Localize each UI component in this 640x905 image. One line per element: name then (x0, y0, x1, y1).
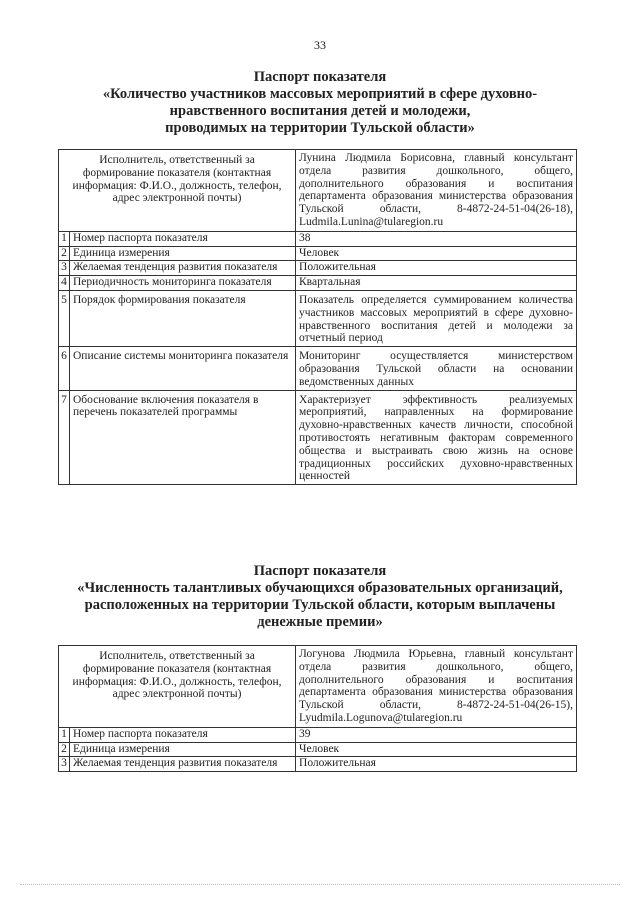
passport2-heading: Паспорт показателя (253, 563, 387, 579)
table-row (59, 390, 577, 485)
row-number: 2 (59, 246, 70, 261)
executor-row (59, 150, 577, 232)
passport1-title-line: нравственного воспитания детей и молодежи, (169, 103, 471, 119)
executor-label: Исполнитель, ответственный за формирование показателя (контактная информация: Ф.И.О., должность, телефон, адрес электронной почты) (59, 646, 296, 728)
row-label: Желаемая тенденция развития показателя (70, 757, 296, 772)
row-value: 38 (296, 231, 577, 246)
table-row (59, 276, 577, 291)
row-value: Человек (296, 742, 577, 757)
row-number: 3 (59, 757, 70, 772)
table-row (59, 246, 577, 261)
row-number: 7 (59, 390, 70, 485)
table-row (59, 231, 577, 246)
row-number: 1 (59, 231, 70, 246)
row-value: Положительная (296, 757, 577, 772)
passport1-table (58, 149, 577, 485)
passport1-title-line: проводимых на территории Тульской области» (165, 120, 475, 136)
row-label: Описание системы мониторинга показателя (70, 347, 296, 390)
table-row (59, 757, 577, 772)
scan-artifact-line (20, 884, 620, 887)
row-number: 2 (59, 742, 70, 757)
passport2-title-line: расположенных на территории Тульской области, которым выплачены (84, 597, 556, 613)
table-row (59, 290, 577, 346)
passport1-heading: Паспорт показателя (253, 69, 387, 85)
row-label: Единица измерения (70, 742, 296, 757)
row-label: Номер паспорта показателя (70, 727, 296, 742)
executor-label: Исполнитель, ответственный за формирование показателя (контактная информация: Ф.И.О., должность, телефон, адрес электронной почты) (59, 150, 296, 232)
passport1-title-line: «Количество участников массовых мероприятий в сфере духовно- (102, 86, 538, 102)
row-label: Желаемая тенденция развития показателя (70, 261, 296, 276)
passport1-title (40, 69, 600, 137)
row-value: Характеризует эффективность реализуемых мероприятий, направленных на формирование духовно-нравственных качеств личности, способной противостоять негативным факторам современного общества и выстраивать свою жизнь на основе традиционных российских духовно-нравственных ценностей (296, 390, 577, 485)
row-label: Порядок формирования показателя (70, 290, 296, 346)
row-value: Мониторинг осуществляется министерством образования Тульской области на основании ведомственных данных (296, 347, 577, 390)
row-value: 39 (296, 727, 577, 742)
passport2-title (40, 563, 600, 631)
row-number: 6 (59, 347, 70, 390)
row-number: 4 (59, 276, 70, 291)
row-label: Единица измерения (70, 246, 296, 261)
row-value: Квартальная (296, 276, 577, 291)
table-row (59, 727, 577, 742)
passport2-title-line: «Численность талантливых обучающихся образовательных организаций, (77, 580, 563, 596)
table-row (59, 347, 577, 390)
table-row (59, 742, 577, 757)
row-label: Периодичность мониторинга показателя (70, 276, 296, 291)
row-number: 5 (59, 290, 70, 346)
executor-row (59, 646, 577, 728)
executor-value: Логунова Людмила Юрьевна, главный консультант отдела развития дошкольного, общего, дополнительного образования и воспитания департамента образования министерства образования Тульской области, 8-4872-24-51-04(26-15), Lyudmila.Logunova@tularegion.ru (296, 646, 577, 728)
passport2-table (58, 645, 577, 772)
passport2-title-line: денежные премии» (257, 614, 383, 630)
row-value: Человек (296, 246, 577, 261)
table-row (59, 261, 577, 276)
row-label: Номер паспорта показателя (70, 231, 296, 246)
row-label: Обоснование включения показателя в перечень показателей программы (70, 390, 296, 485)
row-number: 1 (59, 727, 70, 742)
page-number: 33 (314, 38, 326, 52)
executor-value: Лунина Людмила Борисовна, главный консультант отдела развития дошкольного, общего, дополнительного образования и воспитания департамента образования министерства образования Тульской области, 8-4872-24-51-04(26-18), Ludmila.Lunina@tularegion.ru (296, 150, 577, 232)
row-value: Положительная (296, 261, 577, 276)
row-number: 3 (59, 261, 70, 276)
row-value: Показатель определяется суммированием количества участников массовых мероприятий в сфере духовно-нравственного воспитания детей и молодежи за отчетный период (296, 290, 577, 346)
